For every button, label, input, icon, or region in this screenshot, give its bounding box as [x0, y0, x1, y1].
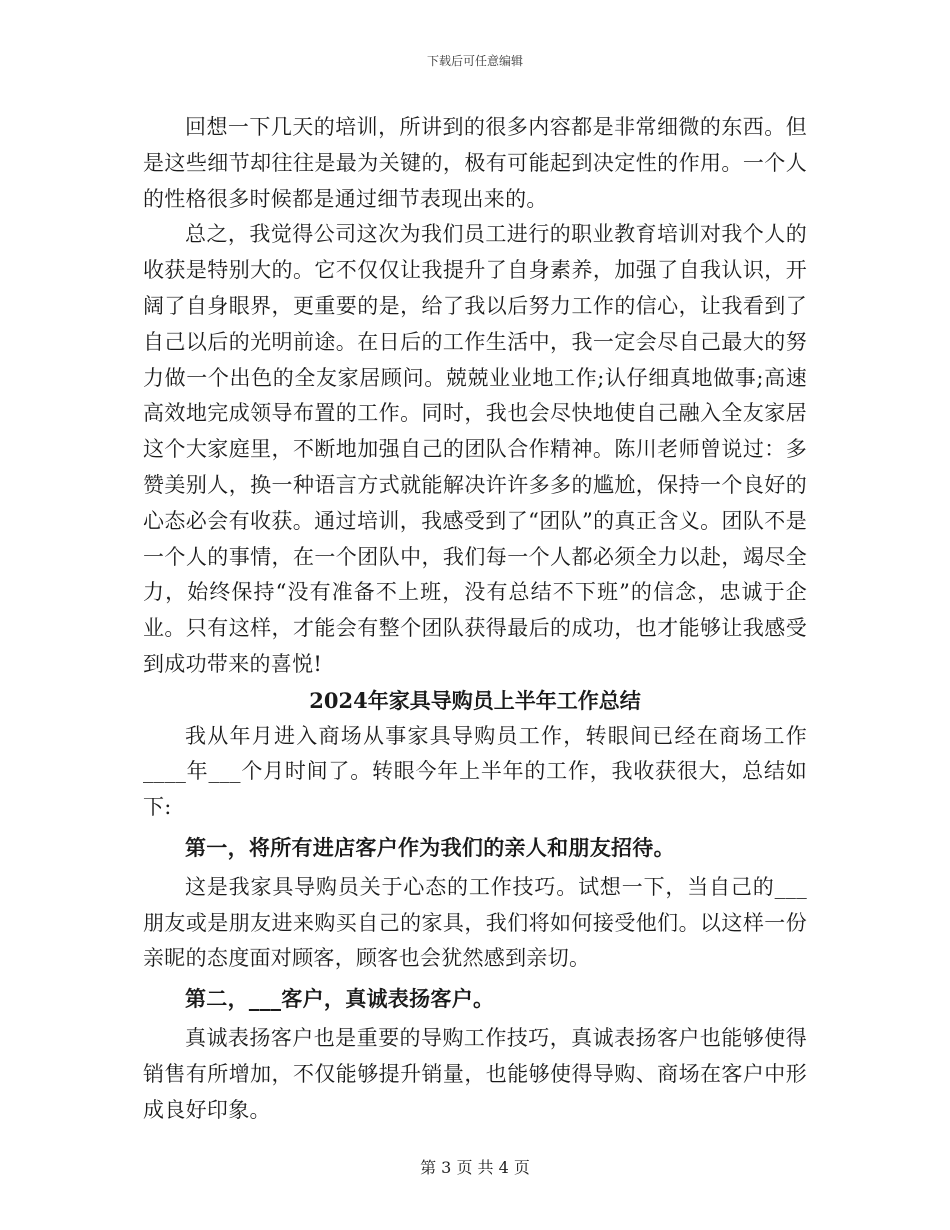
paragraph-point-two: 真诚表扬客户也是重要的导购工作技巧，真诚表扬客户也能够使得销售有所增加，不仅能够提升销量，也能够使得导购、商场在客户中形成良好印象。	[143, 1025, 807, 1122]
page-footer: 第 3 页 共 4 页	[420, 1158, 530, 1177]
paragraph-point-one: 这是我家具导购员关于心态的工作技巧。试想一下，当自己的___朋友或是朋友进来购买自己的家具，我们将如何接受他们。以这样一份亲昵的态度面对顾客，顾客也会犹然感到亲切。	[143, 874, 807, 971]
heading-point-one: 第一，将所有进店客户作为我们的亲人和朋友招待。	[185, 834, 675, 860]
page-header: 下载后可任意编辑	[426, 54, 523, 68]
paragraph-intro: 我从年月进入商场从事家具导购员工作，转眼间已经在商场工作____年___个月时间了。转眼今年上半年的工作，我收获很大，总结如下:	[143, 723, 807, 820]
paragraph-conclusion: 总之，我觉得公司这次为我们员工进行的职业教育培训对我个人的收获是特别大的。它不仅仅让我提升了自身素养，加强了自我认识，开阔了自身眼界，更重要的是，给了我以后努力工作的信心，让我看到了自己以后的光明前途。在日后的工作生活中，我一定会尽自己最大的努力做一个出色的全友家居顾问。兢兢业业地工作;认仔细真地做事;高速高效地完成领导布置的工作。同时，我也会尽快地使自己融入全友家居这个大家庭里，不断地加强自己的团队合作精神。陈川老师曾说过：多赞美别人，换一种语言方式就能解决许许多多的尴尬，保持一个良好的心态必会有收获。通过培训，我感受到了“团队”的真正含义。团队不是一个人的事情，在一个团队中，我们每一个人都必须全力以赴，竭尽全力，始终保持“没有准备不上班，没有总结不下班”的信念，忠诚于企业。只有这样，才能会有整个团队获得最后的成功，也才能够让我感受到成功带来的喜悦!	[143, 222, 807, 676]
document-body	[143, 110, 807, 1128]
paragraph-reflection: 回想一下几天的培训，所讲到的很多内容都是非常细微的东西。但是这些细节却往往是最为关键的，极有可能起到决定性的作用。一个人的性格很多时候都是通过细节表现出来的。	[143, 115, 807, 211]
heading-point-two: 第二，___客户，真诚表扬客户。	[185, 986, 495, 1012]
section-title: 2024年家具导购员上半年工作总结	[309, 687, 641, 713]
